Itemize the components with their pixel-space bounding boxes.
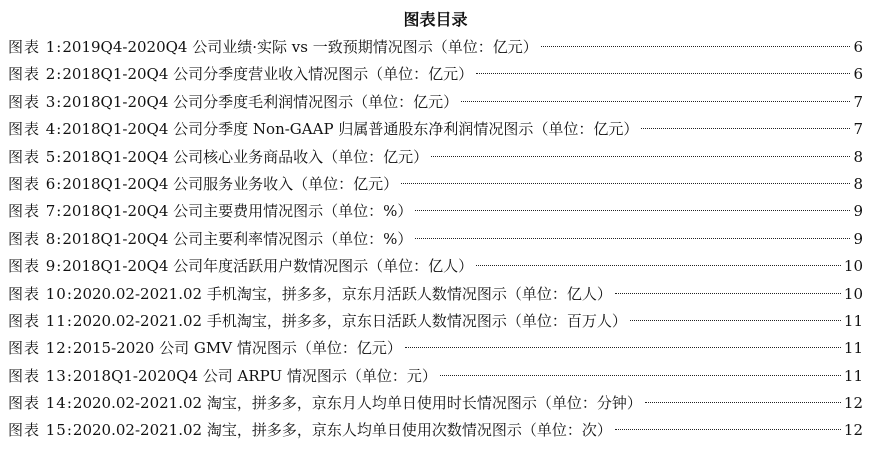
toc-entry-text: 2020.02-2021.02 淘宝，拼多多，京东月人均单日使用时长情况图示（单位：分钟） — [72, 394, 642, 413]
toc-entry-text: 2018Q1-20Q4 公司主要利率情况图示（单位：%） — [62, 229, 413, 248]
toc-entry-text: 2020.02-2021.02 手机淘宝，拼多多，京东月活跃人数情况图示（单位：亿人） — [72, 284, 612, 303]
toc-entry-page: 8 — [853, 174, 863, 193]
toc-entry[interactable] — [8, 390, 863, 417]
toc-entry-page: 6 — [853, 65, 863, 84]
toc-entry[interactable] — [8, 363, 863, 390]
toc-entry-label: 图表 2: — [8, 65, 63, 84]
dot-leader — [615, 428, 841, 430]
toc-entry-page: 12 — [843, 394, 863, 413]
dot-leader — [401, 182, 850, 184]
dot-leader — [615, 292, 841, 294]
toc-entry-page: 9 — [853, 229, 863, 248]
toc-entry-label: 图表 14: — [8, 394, 73, 413]
toc-entry-label: 图表 6: — [8, 174, 63, 193]
toc-entry-label: 图表 4: — [8, 120, 63, 139]
toc-entry-page: 9 — [853, 202, 863, 221]
dot-leader — [405, 346, 841, 348]
toc-entry-page: 12 — [843, 421, 863, 440]
toc-entry[interactable] — [8, 144, 863, 171]
toc-entry-label: 图表 12: — [8, 339, 73, 358]
toc-entry-label: 图表 3: — [8, 92, 63, 111]
toc-entry-label: 图表 8: — [8, 229, 63, 248]
toc-entry-page: 10 — [843, 257, 863, 276]
toc-entry[interactable] — [8, 34, 863, 61]
dot-leader — [415, 209, 850, 211]
toc-entry[interactable] — [8, 417, 863, 444]
toc-entry-text: 2018Q1-20Q4 公司核心业务商品收入（单位：亿元） — [62, 147, 429, 166]
dot-leader — [476, 264, 841, 266]
toc-entry-page: 7 — [853, 92, 863, 111]
toc-entry[interactable] — [8, 116, 863, 143]
toc-entry-text: 2018Q1-2020Q4 公司 ARPU 情况图示（单位：元） — [72, 366, 437, 385]
toc-entry-text: 2015-2020 公司 GMV 情况图示（单位：亿元） — [72, 339, 402, 358]
toc-entry-label: 图表 11: — [8, 311, 73, 330]
toc-entry-text: 2018Q1-20Q4 公司分季度 Non-GAAP 归属普通股东净利润情况图示（单位：亿元） — [62, 120, 639, 139]
toc-entry-page: 11 — [843, 339, 863, 358]
toc-entry-text: 2018Q1-20Q4 公司分季度营业收入情况图示（单位：亿元） — [62, 65, 474, 84]
toc-entry-label: 图表 7: — [8, 202, 63, 221]
toc-entry[interactable] — [8, 335, 863, 362]
toc-entry-page: 11 — [843, 366, 863, 385]
toc-entry[interactable] — [8, 171, 863, 198]
toc-entry-label: 图表 1: — [8, 38, 63, 56]
dot-leader — [440, 374, 841, 376]
toc-entry-text: 2018Q1-20Q4 公司主要费用情况图示（单位：%） — [62, 202, 413, 221]
toc-entry[interactable] — [8, 61, 863, 88]
toc-entry-text: 2020.02-2021.02 淘宝，拼多多，京东人均单日使用次数情况图示（单位：次） — [72, 421, 612, 440]
dot-leader — [461, 100, 850, 102]
toc-entry-label: 图表 13: — [8, 366, 73, 385]
toc-title: 图表目录 — [403, 10, 468, 29]
toc-list — [8, 34, 863, 445]
toc-entry-text: 2019Q4-2020Q4 公司业绩·实际 vs 一致预期情况图示（单位：亿元） — [62, 38, 538, 56]
toc-entry[interactable] — [8, 89, 863, 116]
toc-entry[interactable] — [8, 253, 863, 280]
toc-entry-label: 图表 5: — [8, 147, 63, 166]
toc-entry[interactable] — [8, 198, 863, 225]
toc-entry-text: 2018Q1-20Q4 公司分季度毛利润情况图示（单位：亿元） — [62, 92, 459, 111]
toc-entry-page: 7 — [853, 120, 863, 139]
toc-entry-text: 2018Q1-20Q4 公司服务业务收入（单位：亿元） — [62, 174, 399, 193]
dot-leader — [641, 127, 850, 129]
dot-leader — [541, 45, 850, 47]
toc-entry[interactable] — [8, 226, 863, 253]
toc-entry-page: 8 — [853, 147, 863, 166]
dot-leader — [476, 72, 850, 74]
dot-leader — [645, 401, 841, 403]
toc-entry-page: 11 — [843, 311, 863, 330]
toc-entry-page: 10 — [843, 284, 863, 303]
toc-entry[interactable] — [8, 308, 863, 335]
dot-leader — [415, 237, 850, 239]
toc-entry[interactable] — [8, 281, 863, 308]
toc-entry-label: 图表 10: — [8, 284, 73, 303]
dot-leader — [630, 319, 841, 321]
toc-entry-text: 2020.02-2021.02 手机淘宝，拼多多，京东日活跃人数情况图示（单位：百万人） — [72, 311, 627, 330]
dot-leader — [431, 155, 850, 157]
toc-entry-page: 6 — [853, 38, 863, 56]
toc-entry-label: 图表 9: — [8, 257, 63, 276]
toc-entry-text: 2018Q1-20Q4 公司年度活跃用户数情况图示（单位：亿人） — [62, 257, 474, 276]
toc-entry-label: 图表 15: — [8, 421, 73, 440]
